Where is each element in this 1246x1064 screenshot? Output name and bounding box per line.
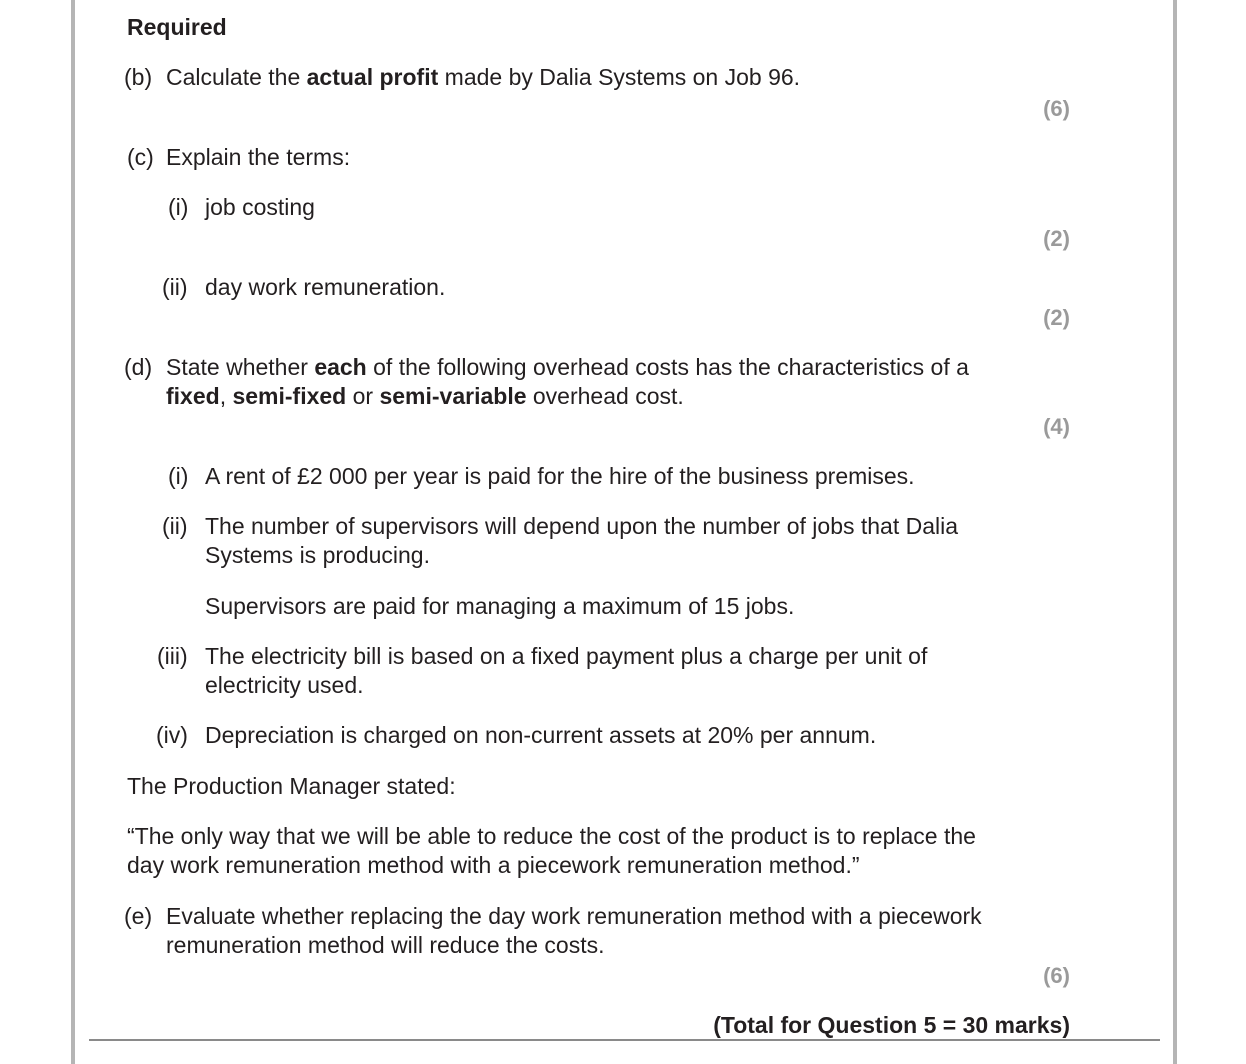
bottom-rule (89, 1039, 1160, 1041)
question-d-marks: (4) (1043, 414, 1070, 439)
question-total: (Total for Question 5 = 30 marks) (713, 1012, 1070, 1038)
question-d-iii-label: (iii) (157, 643, 188, 669)
page-border-right (1173, 0, 1177, 1064)
question-d-iii-line2: electricity used. (205, 672, 364, 698)
question-d-iii-line1: The electricity bill is based on a fixed payment plus a charge per unit of (205, 643, 928, 669)
question-c-ii-label: (ii) (162, 274, 188, 300)
question-d-ii-line1: The number of supervisors will depend upon the number of jobs that Dalia (205, 513, 959, 539)
question-c-label: (c) (127, 144, 154, 170)
question-b-marks: (6) (1043, 96, 1070, 121)
question-e-line1: Evaluate whether replacing the day work remuneration method with a piecework (166, 903, 982, 929)
question-d-label: (d) (124, 354, 153, 380)
question-d-ii-line2: Systems is producing. (205, 542, 430, 568)
question-c-ii-marks: (2) (1043, 305, 1070, 330)
question-b-text: Calculate the actual profit made by Dalia Systems on Job 96. (166, 64, 801, 90)
question-b-label: (b) (124, 64, 153, 90)
question-e-label: (e) (124, 903, 153, 929)
page-border-left (71, 0, 75, 1064)
question-e-line2: remuneration method will reduce the costs. (166, 932, 605, 958)
question-c-i-text: job costing (205, 194, 315, 220)
question-c-ii-text: day work remuneration. (205, 274, 446, 300)
manager-intro: The Production Manager stated: (127, 773, 456, 799)
question-d-iv-text: Depreciation is charged on non-current assets at 20% per annum. (205, 722, 877, 748)
question-d-iv-label: (iv) (156, 722, 188, 748)
question-d-line1: State whether each of the following overhead costs has the characteristics of a (166, 354, 969, 380)
required-heading: Required (127, 14, 227, 40)
question-d-i-text: A rent of £2 000 per year is paid for the hire of the business premises. (205, 463, 915, 489)
question-c-i-label: (i) (168, 194, 189, 220)
question-d-i-label: (i) (168, 463, 189, 489)
question-c-i-marks: (2) (1043, 226, 1070, 251)
question-d-line2: fixed, semi-fixed or semi-variable overhead cost. (166, 383, 684, 409)
question-d-ii-label: (ii) (162, 513, 188, 539)
question-c-text: Explain the terms: (166, 144, 351, 170)
manager-quote-line1: “The only way that we will be able to reduce the cost of the product is to replace the (127, 823, 976, 849)
question-e-marks: (6) (1043, 963, 1070, 988)
manager-quote-line2: day work remuneration method with a piecework remuneration method.” (127, 852, 860, 878)
question-d-ii-line3: Supervisors are paid for managing a maximum of 15 jobs. (205, 593, 795, 619)
